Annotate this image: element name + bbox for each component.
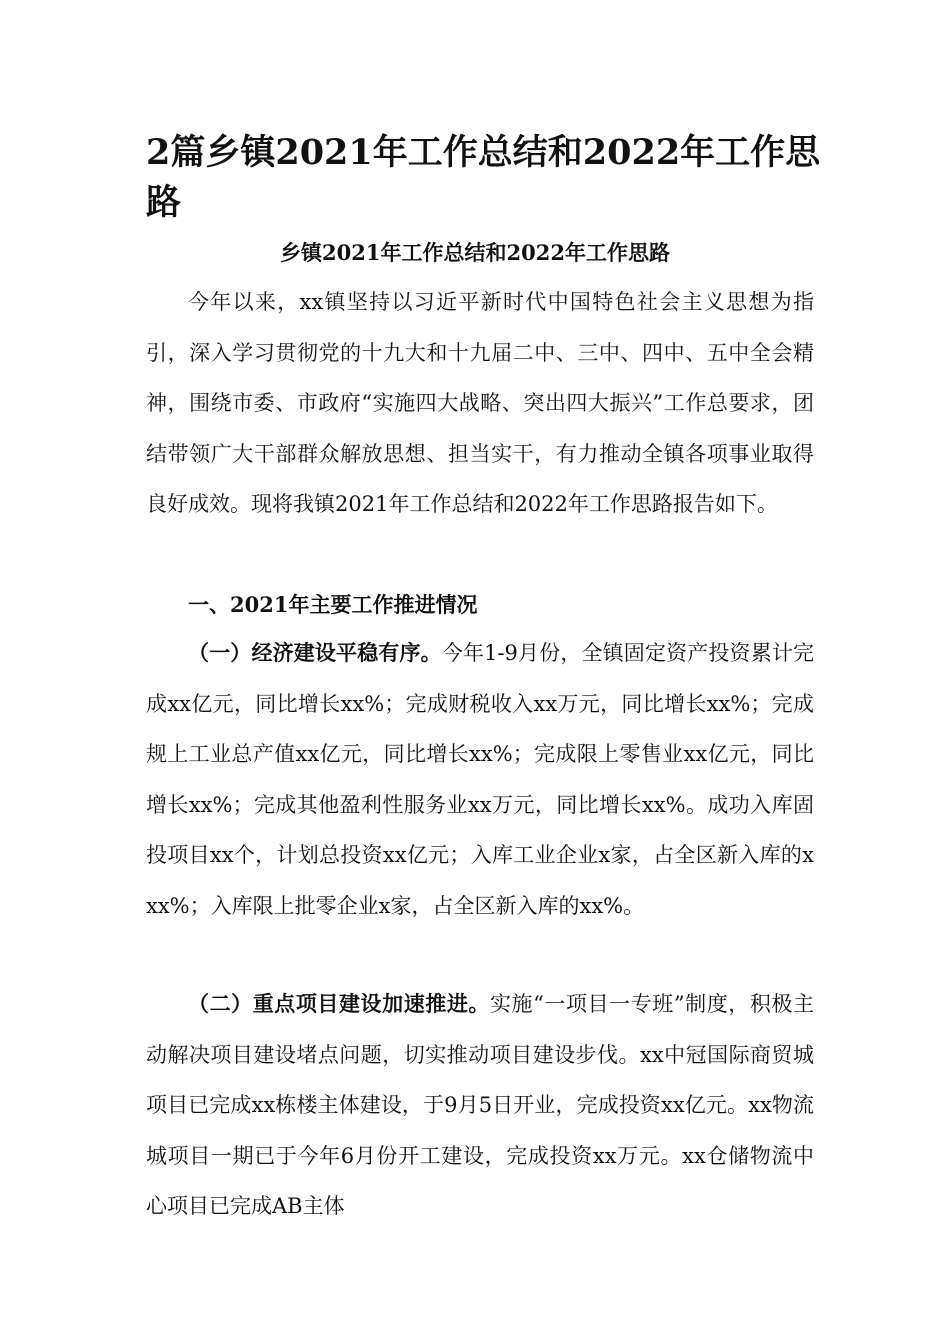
document-subtitle: 乡镇2021年工作总结和2022年工作思路 <box>280 240 670 265</box>
section-heading: 一、2021年主要工作推进情况 <box>188 592 478 617</box>
intro-paragraph: 今年以来，xx镇坚持以习近平新时代中国特色社会主义思想为指引，深入学习贯彻党的十九大和十九届二中、三中、四中、五中全会精神，围绕市委、市政府“实施四大战略、突出四大振兴”工作总要求，团结带领广大干部群众解放思想、担当实干，有力推动全镇各项事业取得良好成效。现将我镇2021年工作总结和2022年工作思路报告如下。 <box>146 290 814 516</box>
section-1-lead: （一）经济建设平稳有序。 <box>188 640 442 665</box>
section-1-body: 今年1-9月份，全镇固定资产投资累计完成xx亿元，同比增长xx%；完成财税收入xx万元，同比增长xx%；完成规上工业总产值xx亿元，同比增长xx%；完成限上零售业xx亿元，同比增长xx%；完成其他盈利性服务业xx万元，同比增长xx%。成功入库固投项目xx个，计划总投资xx亿元；入库工业企业x家，占全区新入库的xxx%；入库限上批零企业x家，占全区新入库的xx%。 <box>146 641 814 918</box>
section-1-paragraph <box>146 628 814 931</box>
document-title: 2篇乡镇2021年工作总结和2022年工作思路 <box>146 132 821 223</box>
section-2-body: 实施“一项目一专班”制度，积极主动解决项目建设堵点问题，切实推动项目建设步伐。xx中冠国际商贸城项目已完成xx栋楼主体建设，于9月5日开业，完成投资xx亿元。xx物流城项目一期已于今年6月份开工建设，完成投资xx万元。xx仓储物流中心项目已完成AB主体 <box>146 992 814 1218</box>
section-2-paragraph <box>146 979 814 1232</box>
section-2-lead: （二）重点项目建设加速推进。 <box>188 991 490 1016</box>
